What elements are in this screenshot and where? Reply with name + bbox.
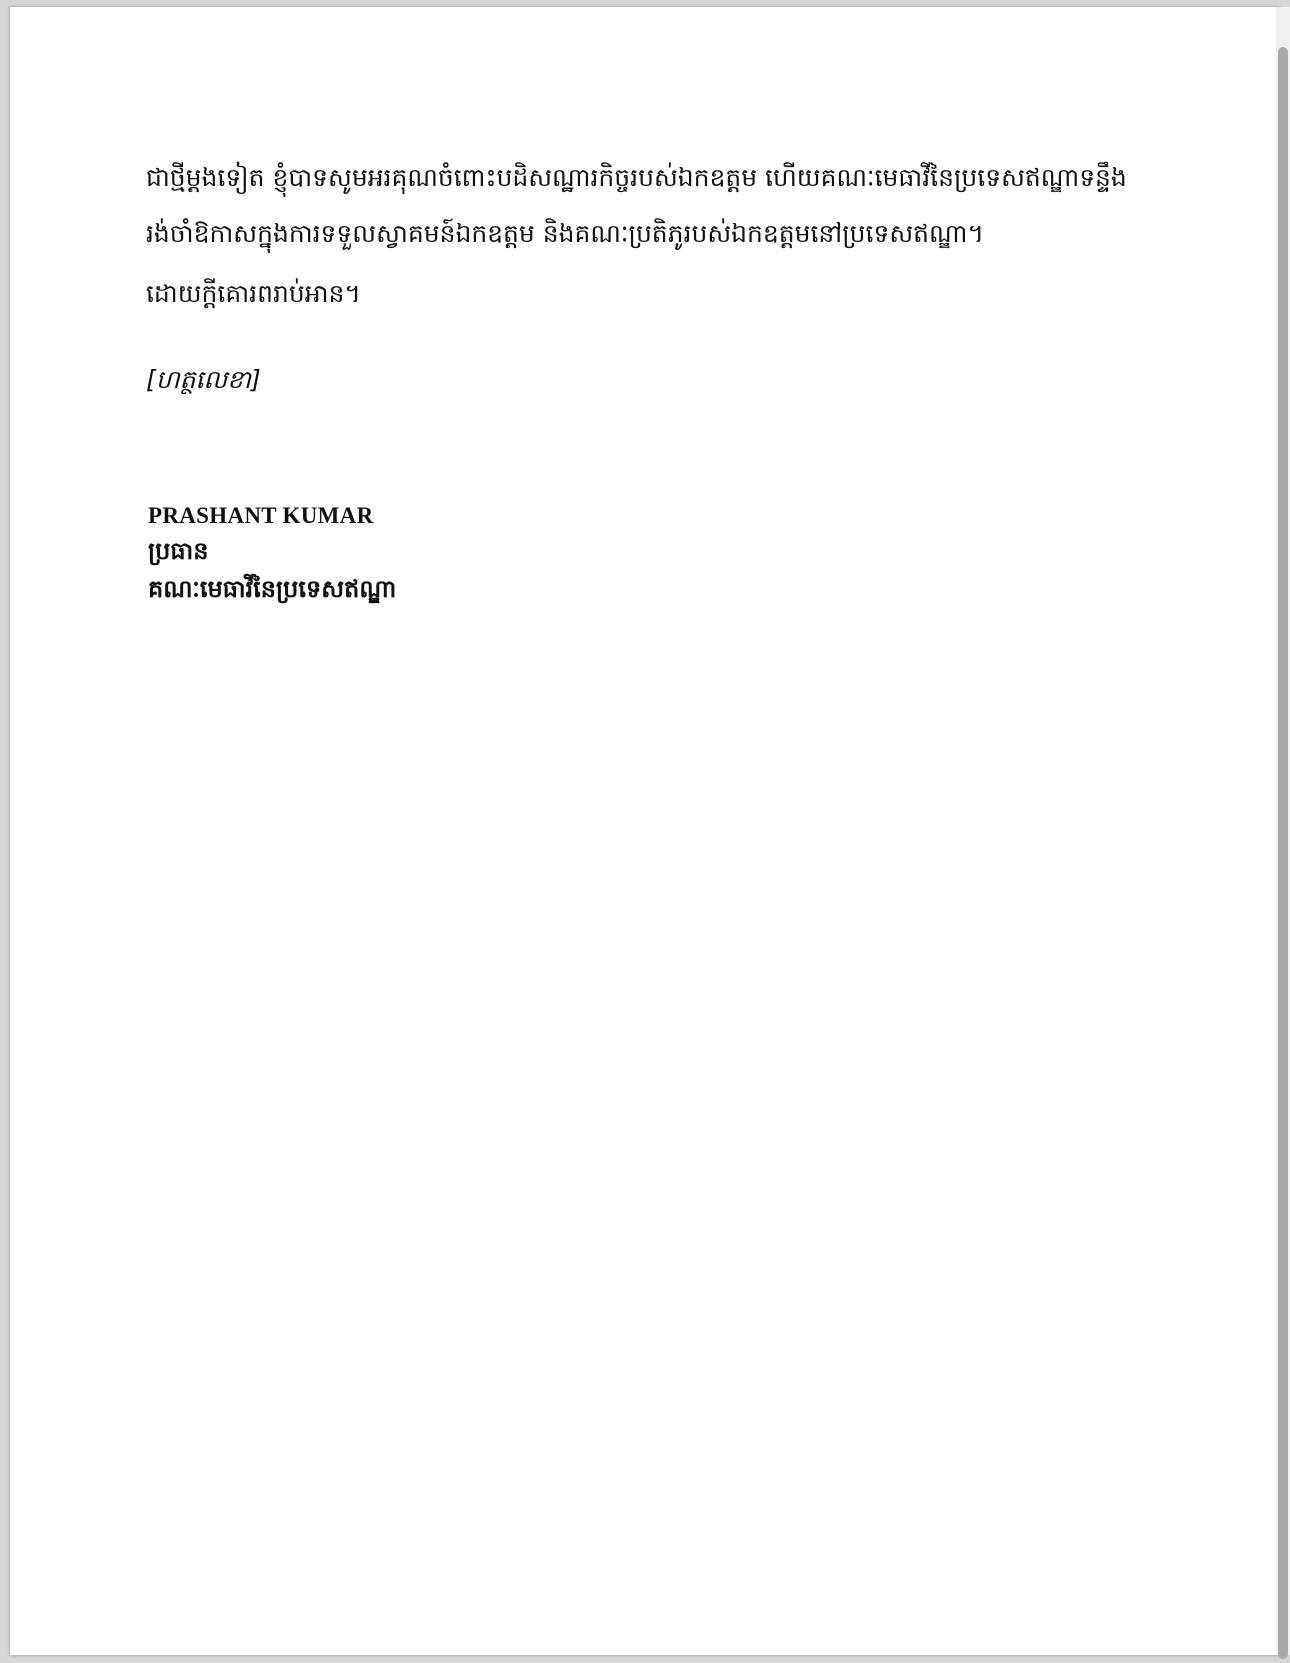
signer-title: ប្រធាន — [148, 537, 209, 565]
scrollbar-thumb[interactable] — [1278, 47, 1288, 1659]
signer-organization: គណៈមេធាវីនៃប្រទេសឥណ្ឌា — [148, 575, 397, 603]
paragraph-line-2: រង់ចាំឱកាសក្នុងការទទួលស្វាគមន៍ឯកឧត្តម និងគណៈប្រតិភូរបស់ឯកឧត្តមនៅប្រទេសឥណ្ឌា។ — [146, 219, 984, 248]
signature-block — [148, 500, 748, 608]
letter-body — [146, 150, 1146, 400]
signature-placeholder: [ហត្ថលេខា] — [146, 365, 261, 394]
vertical-scrollbar[interactable] — [1276, 7, 1290, 1655]
closing-paragraph — [146, 150, 1146, 262]
paragraph-line-1: ជាថ្មីម្តងទៀត ខ្ញុំបាទសូមអរគុណចំពោះបដិសណ្ឋារកិច្ចរបស់ឯកឧត្តម ហើយគណៈមេធាវីនៃប្រទេសឥណ្ឌាទន្ទឹង — [146, 163, 1127, 192]
closing-salutation: ដោយក្តីគោរពរាប់អាន។ — [146, 279, 361, 308]
signer-name: PRASHANT KUMAR — [148, 503, 374, 528]
